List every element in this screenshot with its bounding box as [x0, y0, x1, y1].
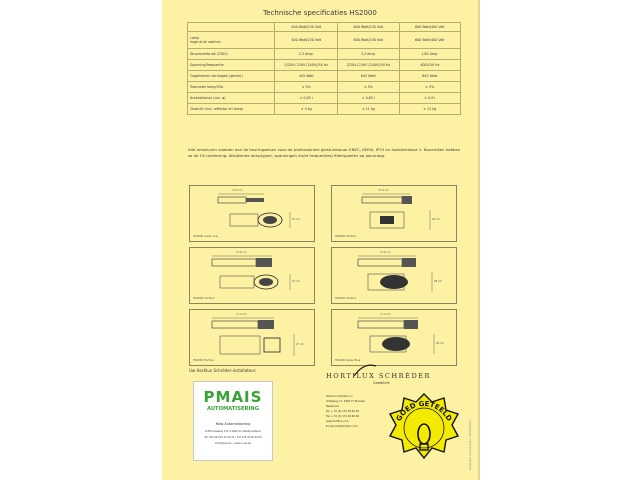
- address-line: E-mail info@hortilux.com: [326, 425, 358, 428]
- luminaire-drawing: [190, 310, 314, 365]
- drawing-caption: HS2000 Hortilux: [193, 359, 215, 362]
- cell: 645 Watt: [399, 71, 460, 82]
- cell: ± 9 kg: [275, 104, 338, 115]
- installer-name: Mais Automatisering: [215, 422, 251, 426]
- installer-logo-sub: AUTOMATISERING: [206, 406, 260, 412]
- address-line: Voltaweg 4-7, 2681 TV Monster: [326, 400, 366, 403]
- dimension-label: 27 cm: [292, 280, 301, 283]
- drawing-panel: [189, 309, 315, 366]
- table-row: [188, 93, 461, 104]
- cell: 445 Watt: [275, 71, 338, 82]
- installer-phone: Tel. 015 46 015 33 46 42 • Fax 015 00 00 04 00: [204, 436, 262, 439]
- cell: 600 Watt/400 Volt: [399, 32, 460, 49]
- luminaire-drawing: [332, 186, 456, 241]
- cell: 400V/50 Hz: [399, 60, 460, 71]
- installer-logo: PMAIS: [203, 388, 263, 406]
- page-title: Technische specificaties HS2000: [263, 9, 377, 17]
- row-label: Opgenomen vermogen (gemid.): [188, 71, 275, 82]
- cell: 1,85 Amp.: [399, 49, 460, 60]
- cell: (220V) 230V (240V)/50 Hz: [275, 60, 338, 71]
- cell: ± 5%: [275, 82, 338, 93]
- brand-name: HORTILUX SCHRÉDER: [326, 372, 432, 380]
- installer-email: info@mais.be • www.m-ais.be: [215, 442, 251, 445]
- installer-card: [193, 381, 273, 461]
- luminaire-drawing: [190, 186, 314, 241]
- side-note: Wijzigingen voorbehouden • 04/2003/2000: [469, 420, 472, 470]
- seal-text: GOED GETEELD: [394, 399, 454, 423]
- address-line: Tel. + 31 (0) 174 28 66 28: [326, 410, 359, 413]
- cell: ± 11 kg: [399, 104, 460, 115]
- address-line: www.hortilux.com: [326, 420, 349, 423]
- cell: 645 Watt: [338, 71, 399, 82]
- cell: 2,5 Amp.: [275, 49, 338, 60]
- dimension-label: 77.6 cm: [380, 251, 391, 254]
- address-line: Nederland: [326, 405, 339, 408]
- address-line: Fax + 31 (0) 174 28 66 66: [326, 415, 359, 418]
- luminaire-drawing: [332, 310, 456, 365]
- dimension-label: 77.4 cm: [380, 313, 391, 316]
- page-fold: [478, 0, 480, 480]
- lamp-label: Lamp: [190, 36, 200, 40]
- table-row: [188, 71, 461, 82]
- drawing-caption: HS2000 Super Blue: [335, 359, 361, 362]
- header-cell: [188, 23, 275, 32]
- header-cell: 400 Watt/230 Volt: [275, 23, 338, 32]
- header-cell: 600 Watt/230 Volt: [338, 23, 399, 32]
- brand-swoosh-icon: [352, 362, 378, 378]
- address-line: Hortilux Schréder b.v.: [326, 395, 354, 398]
- header-cell: 600 Watt/400 Volt: [399, 23, 460, 32]
- installer-address: Duffhoutseweg 123 4 2660 St. Katelijne-Waver: [205, 430, 261, 433]
- row-label: Gewicht (incl. reflector en lamp): [188, 104, 275, 115]
- table-header-row: [188, 23, 461, 32]
- cell: > 0,85 i: [338, 93, 399, 104]
- luminaire-drawing: [190, 248, 314, 303]
- drawing-panel: [189, 247, 315, 304]
- table-row: [188, 32, 461, 49]
- luminaire-drawing: [332, 248, 456, 303]
- cell: ± 5%: [399, 82, 460, 93]
- drawings-grid: [189, 185, 455, 367]
- cell: ± 11 kg: [338, 104, 399, 115]
- row-label: [188, 32, 275, 49]
- cell: 600 Watt/230 Volt: [338, 32, 399, 49]
- drawing-panel: [331, 185, 457, 242]
- dimension-label: 73.8 cm: [232, 189, 243, 192]
- drawing-caption: HS2000 Hortilux: [193, 297, 215, 300]
- table-row: [188, 60, 461, 71]
- drawing-panel: [331, 247, 457, 304]
- drawing-panel: [331, 309, 457, 366]
- cell: 3,3 Amp.: [338, 49, 399, 60]
- table-row: [188, 82, 461, 93]
- spec-table: [187, 22, 461, 115]
- drawing-panel: [189, 185, 315, 242]
- dimension-label: 27 cm: [296, 343, 305, 346]
- drawing-caption: HS2000 Hortilux: [335, 297, 357, 300]
- cell: (220V) 230V (240V)/50 Hz: [338, 60, 399, 71]
- dimension-label: 77.6 cm: [236, 251, 247, 254]
- compliance-paragraph: Alle armaturen voldoen aan de keuringseisen voor de professionele glastuinbouw: ENEC, KEMA, IP23 en Isolatieklasse 1. Bovendien hebben ze de CE-markering. Afwijkende lamptypen, spanningen en/of frequenties/ filterspoelen op aanvraag.: [188, 147, 461, 158]
- dimension-label: 28 cm: [434, 280, 443, 283]
- row-label: Stroomverbruik (230V): [188, 49, 275, 60]
- dimension-label: 73.8 cm: [378, 189, 389, 192]
- cell: > 0,9 i: [399, 93, 460, 104]
- quality-seal-icon: [386, 392, 462, 462]
- cell: > 0,85 i: [275, 93, 338, 104]
- dimension-label: 28 cm: [432, 218, 441, 221]
- dimension-label: 77.4 cm: [236, 313, 247, 316]
- table-row: [188, 49, 461, 60]
- dimension-label: 28 cm: [436, 342, 445, 345]
- row-label: Tolerantie lamp/VSA: [188, 82, 275, 93]
- dimension-label: 27 cm: [292, 218, 301, 221]
- cell: ± 5%: [338, 82, 399, 93]
- table-row: [188, 104, 461, 115]
- drawing-caption: HS2000 Green Line: [193, 235, 219, 238]
- document-page: [162, 0, 478, 480]
- cell: 400 Watt/230 Volt: [275, 32, 338, 49]
- brand-subtitle: Groeilicht: [373, 381, 390, 385]
- row-label: Arbeidsfactor (cos. φ): [188, 93, 275, 104]
- installer-heading: Uw Hortilux Schréder-installateur:: [189, 368, 257, 373]
- drawing-caption: HS2000 Hortilux: [335, 235, 357, 238]
- lamp-sublabel: hoge druk natrium: [190, 40, 221, 44]
- row-label: Spanning/frequentie: [188, 60, 275, 71]
